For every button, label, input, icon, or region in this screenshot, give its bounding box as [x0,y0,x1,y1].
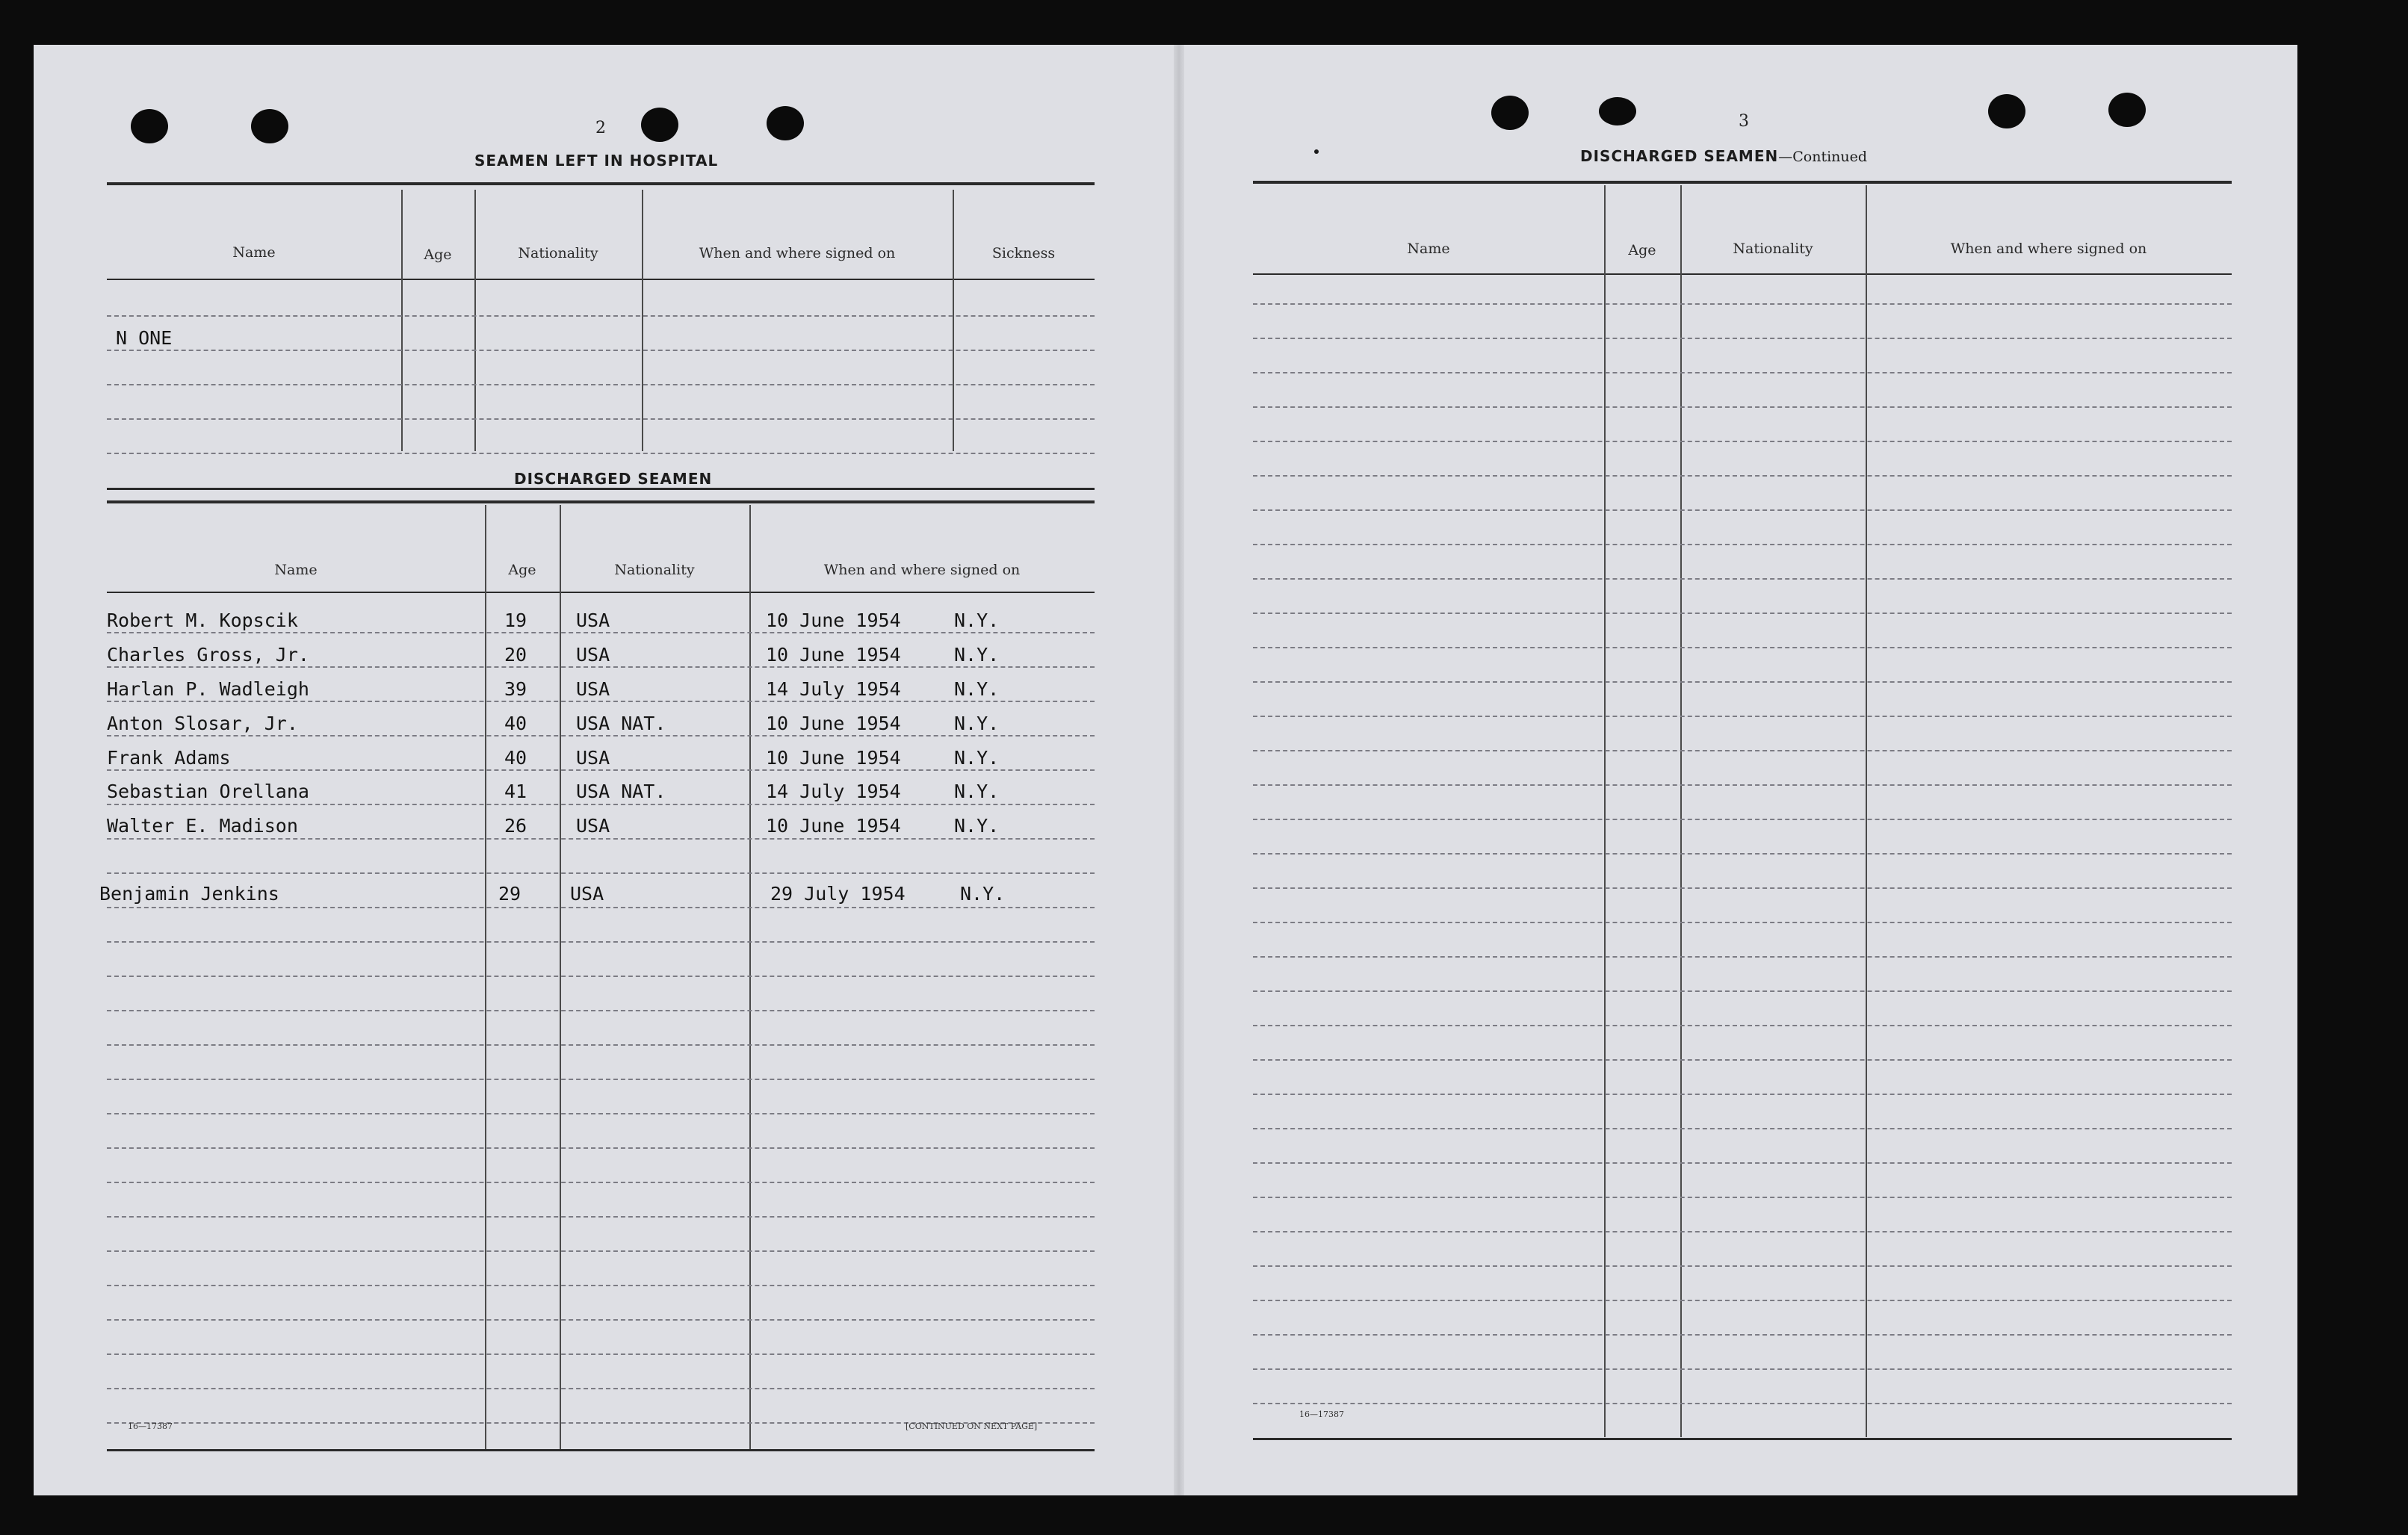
ruled-line [1253,441,2232,442]
ruled-line [1253,887,2232,889]
signed-on-port: N.Y. [954,747,1000,769]
ruled-line [1253,1368,2232,1370]
signed-on-date: 10 June 1954 [766,747,901,769]
ruled-line [1253,303,2232,305]
ruled-line [1253,784,2232,786]
ruled-line [1253,1300,2232,1301]
seaman-name: Charles Gross, Jr. [107,644,309,666]
ruled-line [1253,956,2232,958]
seaman-nationality: USA NAT. [576,781,666,802]
signed-on-date: 10 June 1954 [766,610,901,631]
seaman-nationality: USA NAT. [576,713,666,734]
seaman-name: Walter E. Madison [107,815,298,837]
ruled-line [1253,1094,2232,1095]
ruled-line [107,976,1095,977]
seaman-age: 20 [504,644,527,666]
continued-note: [CONTINUED ON NEXT PAGE] [906,1421,1038,1431]
punch-hole [1988,94,2025,128]
ink-speck [1314,149,1319,154]
seaman-name: Harlan P. Wadleigh [107,678,309,700]
right-page [1181,45,2297,1495]
column-header-nationality: Nationality [614,562,695,578]
column-header-name: Name [274,562,318,578]
ruled-line [1253,1334,2232,1336]
punch-hole [2108,93,2146,127]
scanned-document [34,45,2297,1495]
column-header-name: Name [1407,241,1450,257]
signed-on-port: N.Y. [954,713,1000,734]
seaman-nationality: USA [570,883,604,905]
signed-on-port: N.Y. [954,610,1000,631]
hospital-table [107,182,1095,496]
form-number: 16—17387 [128,1421,173,1431]
discharged-seamen-continued-table [1253,181,2232,1443]
discharged-section-title: DISCHARGED SEAMEN [514,470,713,488]
ruled-line [107,632,1095,633]
signed-on-port: N.Y. [954,678,1000,700]
column-header-nationality: Nationality [518,245,598,261]
punch-hole [251,109,288,143]
punch-hole [1599,97,1636,125]
ruled-line [107,1044,1095,1046]
discharged-continued-title-main: DISCHARGED SEAMEN [1580,147,1779,165]
ruled-line [1253,509,2232,511]
form-number: 16—17387 [1299,1410,1344,1419]
seaman-name: Frank Adams [107,747,231,769]
ruled-line [107,941,1095,943]
page-number: 3 [1739,112,1749,131]
column-header-signed-on: When and where signed on [699,245,896,261]
seaman-name: Sebastian Orellana [107,781,309,802]
seaman-name: Anton Slosar, Jr. [107,713,298,734]
signed-on-date: 14 July 1954 [766,781,901,802]
ruled-line [1253,406,2232,408]
punch-hole [131,109,168,143]
ruled-line [1253,613,2232,614]
ruled-line [107,735,1095,737]
column-header-age: Age [508,562,536,578]
punch-hole [767,106,804,140]
signed-on-port: N.Y. [954,781,1000,802]
column-header-nationality: Nationality [1733,241,1813,257]
ruled-line [1253,544,2232,545]
discharged-continued-title [1580,147,1867,165]
ruled-line [107,666,1095,668]
ruled-line [1253,647,2232,648]
hospital-entry: N ONE [116,327,173,349]
ruled-line [107,1285,1095,1286]
punch-hole [641,108,678,142]
ruled-line [107,1216,1095,1218]
ruled-line [1253,1162,2232,1164]
signed-on-date: 10 June 1954 [766,644,901,666]
column-header-signed-on: When and where signed on [1950,241,2147,257]
ruled-line [1253,578,2232,580]
seaman-age: 41 [504,781,527,802]
ruled-line [1253,716,2232,717]
seaman-nationality: USA [576,678,610,700]
discharged-seamen-table [99,500,1095,1453]
ruled-line [107,1010,1095,1011]
ruled-line [107,1353,1095,1355]
ruled-line [1253,1265,2232,1267]
ruled-line [1253,1231,2232,1232]
ruled-line [1253,922,2232,923]
ruled-line [107,1388,1095,1389]
ruled-line [1253,475,2232,477]
ruled-line [107,1250,1095,1252]
seaman-age: 40 [504,747,527,769]
ruled-line [1253,750,2232,751]
ruled-line [1253,338,2232,339]
seaman-nationality: USA [576,815,610,837]
punch-hole [1491,96,1529,130]
seaman-name: Benjamin Jenkins [99,883,279,905]
seaman-age: 29 [498,883,521,905]
ruled-line [107,769,1095,771]
ruled-line [107,804,1095,805]
ruled-line [1253,372,2232,373]
signed-on-port: N.Y. [960,883,1006,905]
ruled-line [107,1079,1095,1080]
ruled-line [107,838,1095,840]
discharged-continued-title-suffix: —Continued [1778,149,1868,165]
signed-on-date: 10 June 1954 [766,815,901,837]
seaman-age: 19 [504,610,527,631]
signed-on-port: N.Y. [954,644,1000,666]
column-header-age: Age [424,246,452,263]
ruled-line [107,1182,1095,1183]
hospital-section-title: SEAMEN LEFT IN HOSPITAL [474,152,719,170]
ruled-line [107,1113,1095,1114]
ruled-line [1253,1059,2232,1061]
signed-on-date: 10 June 1954 [766,713,901,734]
seaman-age: 26 [504,815,527,837]
left-page [34,45,1177,1495]
ruled-line [1253,681,2232,683]
ruled-line [1253,1403,2232,1404]
ruled-line [1253,853,2232,855]
seaman-name: Robert M. Kopscik [107,610,298,631]
seaman-nationality: USA [576,610,610,631]
signed-on-date: 14 July 1954 [766,678,901,700]
ruled-line [1253,1025,2232,1026]
page-number: 2 [595,119,606,137]
seaman-nationality: USA [576,644,610,666]
ruled-line [107,701,1095,702]
column-header-name: Name [232,244,276,261]
ruled-line [107,1319,1095,1321]
seaman-nationality: USA [576,747,610,769]
column-header-age: Age [1628,242,1656,258]
signed-on-date: 29 July 1954 [770,883,906,905]
seaman-age: 39 [504,678,527,700]
ruled-line [1253,1197,2232,1198]
column-header-sickness: Sickness [991,245,1056,261]
ruled-line [107,907,1095,908]
ruled-line [1253,1128,2232,1129]
column-header-signed-on: When and where signed on [823,562,1021,578]
ruled-line [107,872,1095,874]
signed-on-port: N.Y. [954,815,1000,837]
ruled-line [1253,819,2232,820]
ruled-line [1253,990,2232,992]
seaman-age: 40 [504,713,527,734]
ruled-line [107,1147,1095,1149]
